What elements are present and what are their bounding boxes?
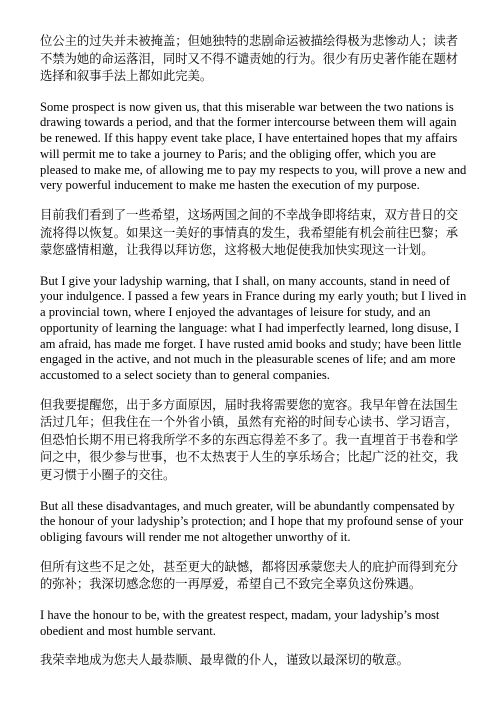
- chinese-paragraph: 但我要提醒您，出于多方面原因，届时我将需要您的宽容。我早年曾在法国生活过几年；但我住在一个外省小镇，虽然有充裕的时间专心读书、学习语言，但恐怕长期不用已将我所学不多的东西忘得差不多了。我一直埋首于书卷和学问之中，很少参与世事，也不太热衷于人生的享乐场合；比起广泛的社交，我更习惯于小圈子的交往。: [40, 397, 459, 483]
- english-paragraph: I have the honour to be, with the greatest respect, madam, your ladyship’s most obedient and most humble servant.: [40, 607, 440, 638]
- document-page: [40, 33, 468, 670]
- english-paragraph: But all these disadvantages, and much greater, will be abundantly compensated by the honour of your ladyship’s protection; and I hope that my profound sense of your obliging favours will render me not altogether unworthy of it.: [40, 498, 464, 545]
- english-paragraph: Some prospect is now given us, that this miserable war between the two nations is drawing towards a period, and that the former intercourse between them will again be renewed. If this happy event take place, I have entertained hopes that my affairs will permit me to take a journey to Paris; and the obliging offer, which you are pleased to make me, of allowing me to pay my respects to you, will prove a new and very powerful inducement to make me hasten the execution of my purpose.: [40, 99, 467, 193]
- chinese-paragraph: 位公主的过失并未被掩盖；但她独特的悲剧命运被描绘得极为悲惨动人；读者不禁为她的命运落泪，同时又不得不谴责她的行为。很少有历史著作能在题材选择和叙事手法上都如此完美。: [40, 34, 459, 84]
- chinese-paragraph: 我荣幸地成为您夫人最恭顺、最卑微的仆人，谨致以最深切的敬意。: [40, 653, 409, 668]
- chinese-paragraph: 但所有这些不足之处，甚至更大的缺憾，都将因承蒙您夫人的庇护而得到充分的弥补；我深切感念您的一再厚爱，希望自己不致完全辜负这份殊遇。: [40, 559, 459, 592]
- chinese-paragraph: 目前我们看到了一些希望，这场两国之间的不幸战争即将结束，双方昔日的交流将得以恢复。如果这一美好的事情真的发生，我希望能有机会前往巴黎；承蒙您盛情相邀，让我得以拜访您，这将极大地促使我加快实现这一计划。: [40, 208, 459, 258]
- english-paragraph: But I give your ladyship warning, that I shall, on many accounts, stand in need of your indulgence. I passed a few years in France during my early youth; but I lived in a provincial town, where I enjoyed the advantages of leisure for study, and an opportunity of learning the language: what I had imperfectly learned, long disuse, I am afraid, has made me forget. I have rusted amid books and study; have been little engaged in the active, and not much in the pleasurable scenes of life; and am more accustomed to a select society than to general companies.: [40, 273, 467, 382]
